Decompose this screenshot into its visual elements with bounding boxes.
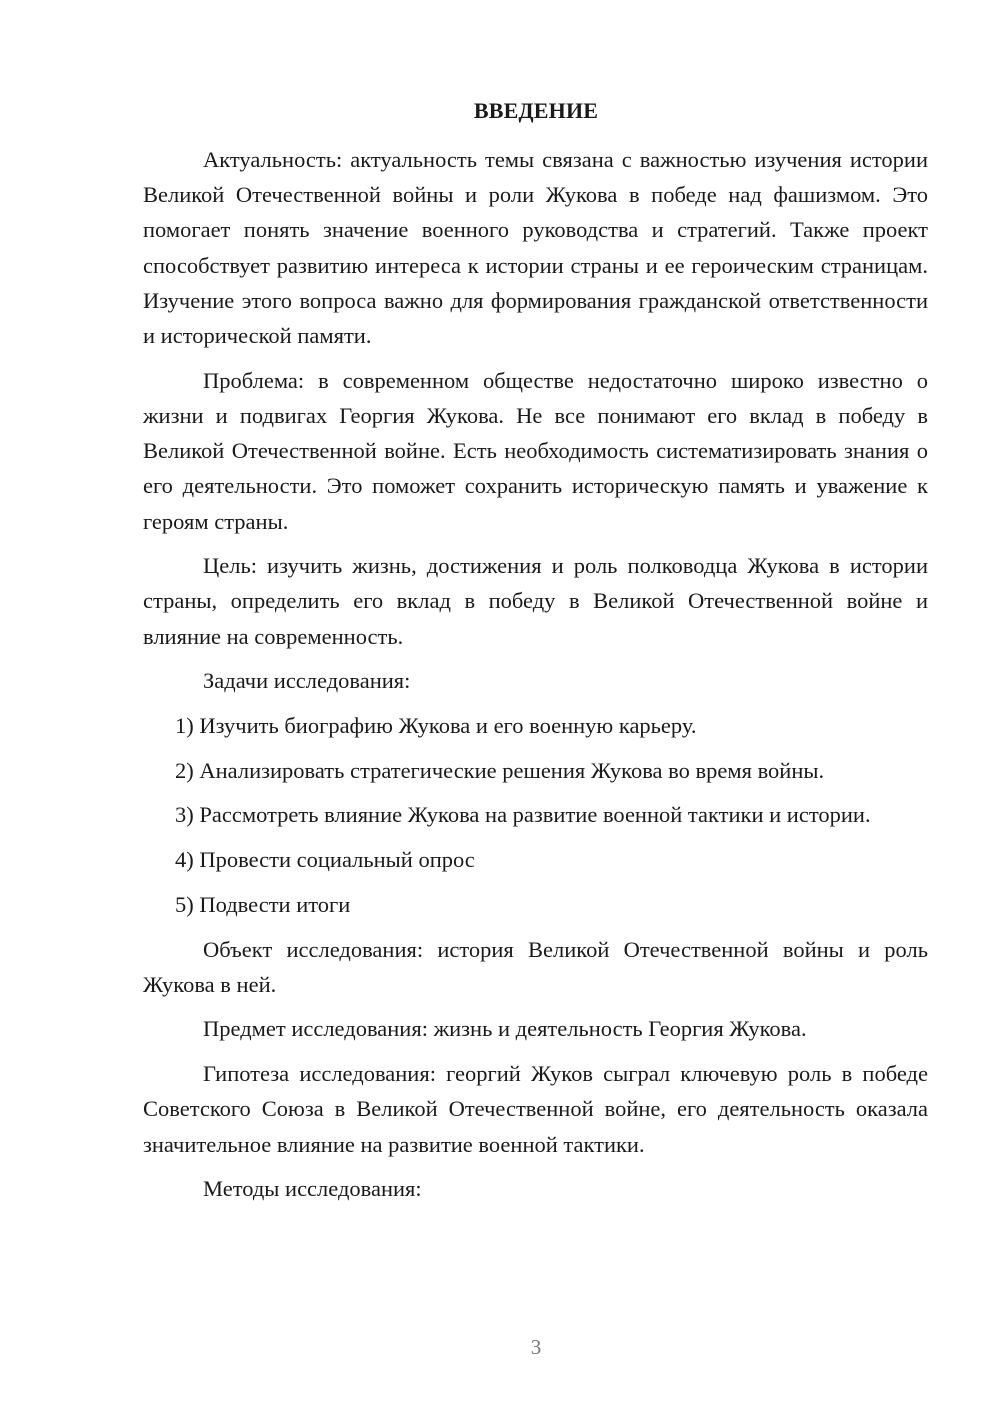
task-item: 3) Рассмотреть влияние Жукова на развитие военной тактики и истории. [175,802,871,828]
page-number: 3 [530,1335,542,1359]
paragraph-object: Объект исследования: история Великой Отечественной войны и роль Жукова в ней. [143,936,928,997]
paragraph-subject: Предмет исследования: жизнь и деятельность Георгия Жукова. [203,1016,807,1042]
task-item: 5) Подвести итоги [175,891,351,917]
tasks-heading: Задачи исследования: [203,668,411,694]
paragraph-goal: Цель: изучить жизнь, достижения и роль полководца Жукова в истории страны, определить его вклад в победу в Великой Отечественной войне и влияние на современность. [143,553,928,649]
section-title: ВВЕДЕНИЕ [473,98,599,123]
paragraph-relevance: Актуальность: актуальность темы связана с важностью изучения истории Великой Отечественной войны и роли Жукова в победе над фашизмом. Это помогает понять значение военного руководства и стратегий. Также проект способствует развитию интереса к истории страны и ее героическим страницам. Изучение этого вопроса важно для формирования гражданской ответственности и исторической памяти. [143,147,928,349]
task-item: 2) Анализировать стратегические решения Жукова во время войны. [175,757,825,783]
document-body [143,142,928,1216]
task-item: 4) Провести социальный опрос [175,847,475,873]
paragraph-problem: Проблема: в современном обществе недостаточно широко известно о жизни и подвигах Георгия Жукова. Не все понимают его вклад в победу в Великой Отечественной войне. Есть необходимость систематизировать знания о его деятельности. Это поможет сохранить историческую память и уважение к героям страны. [143,367,928,534]
paragraph-hypothesis: Гипотеза исследования: георгий Жуков сыграл ключевую роль в победе Советского Союза в Великой Отечественной войне, его деятельность оказала значительное влияние на развитие военной тактики. [143,1061,928,1157]
methods-heading: Методы исследования: [203,1176,422,1202]
task-item: 1) Изучить биографию Жукова и его военную карьеру. [175,713,697,739]
